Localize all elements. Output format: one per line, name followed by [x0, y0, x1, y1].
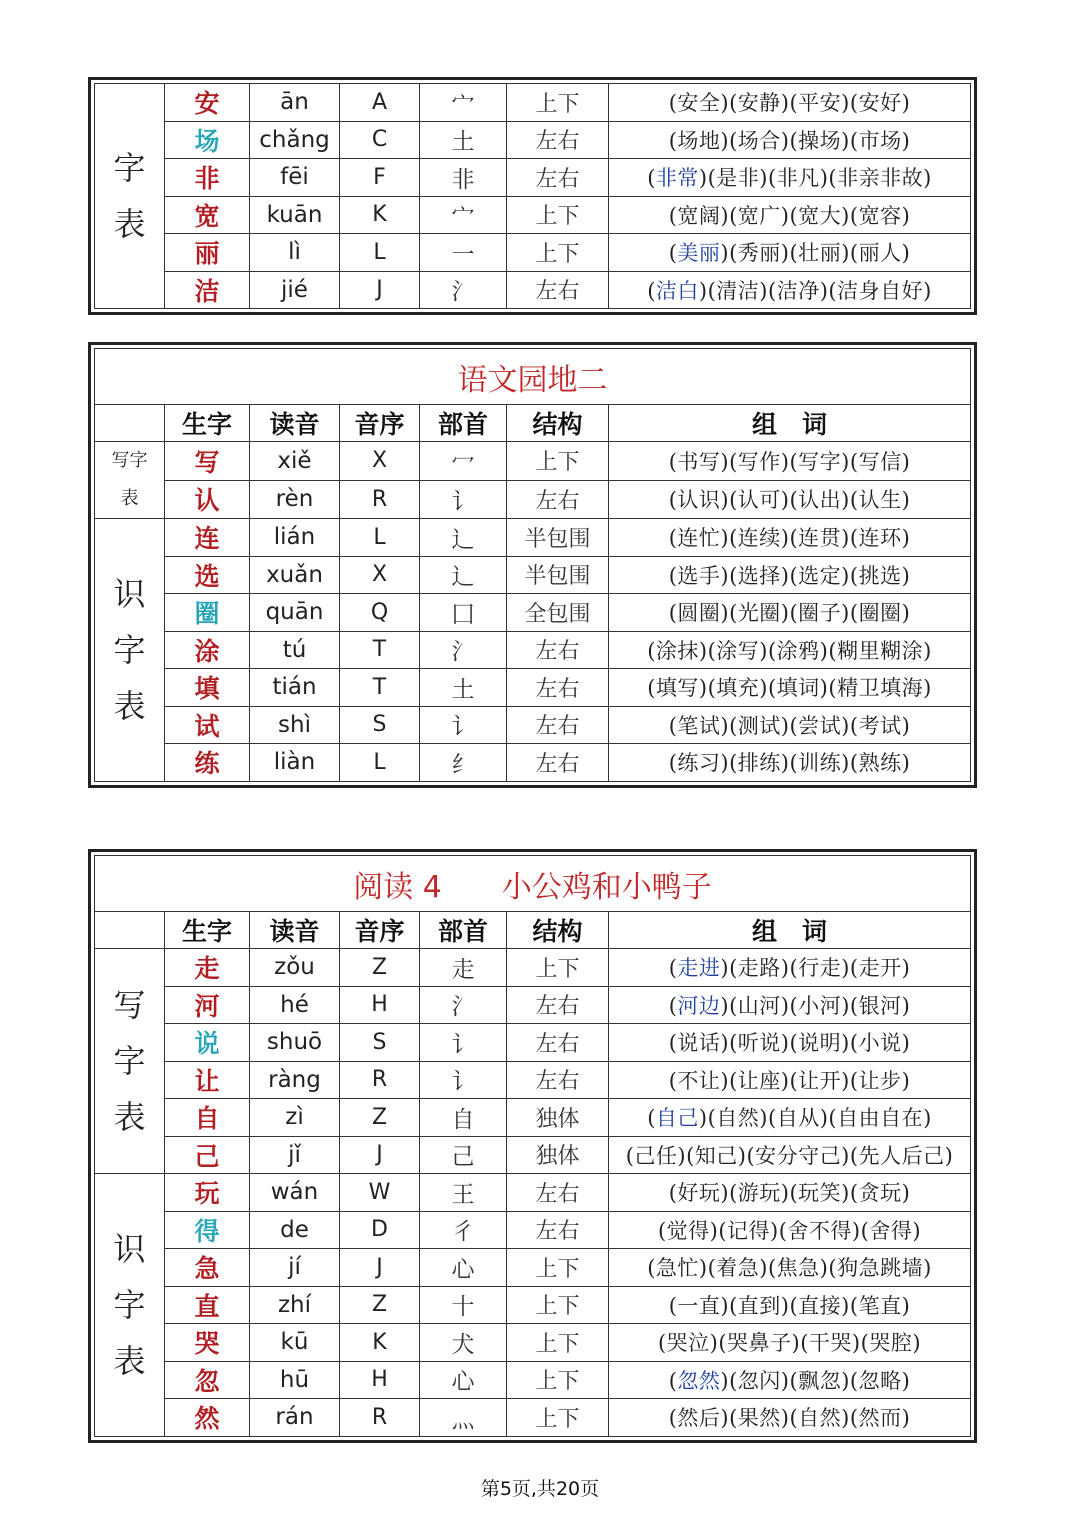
- character-cell: 说: [165, 1024, 250, 1062]
- header-pinyin: 读音: [250, 405, 340, 442]
- phrases-cell: [609, 1099, 971, 1137]
- character-cell: 非: [165, 159, 250, 197]
- pinyin-cell: ràng: [250, 1061, 340, 1099]
- pinyin-cell: zǒu: [250, 949, 340, 987]
- group-label: 写 字 表: [95, 949, 165, 1174]
- table-row: [95, 1249, 971, 1287]
- structure-cell: 左右: [507, 706, 609, 744]
- phrase-segment: (笔试)(测试)(尝试)(考试): [668, 713, 911, 738]
- phrase-segment: )(走路)(行走)(走开): [720, 956, 911, 981]
- phrase-segment: (填写)(填充)(填词)(精卫填海): [647, 676, 932, 701]
- table-row: [95, 84, 971, 122]
- initial-letter-cell: J: [340, 1136, 420, 1174]
- phrase-segment: 自己: [655, 1106, 699, 1131]
- character-cell: 洁: [165, 271, 250, 309]
- structure-cell: 左右: [507, 480, 609, 519]
- character-cell: 宽: [165, 196, 250, 234]
- character-cell: 认: [165, 480, 250, 519]
- radical-cell: 辶: [420, 519, 507, 557]
- phrases-cell: [609, 949, 971, 987]
- structure-cell: 左右: [507, 631, 609, 669]
- pinyin-cell: liàn: [250, 744, 340, 782]
- phrase-segment: (说话)(听说)(说明)(小说): [668, 1031, 911, 1056]
- phrase-segment: (己任)(知己)(安分守己)(先人后己): [625, 1143, 954, 1168]
- phrase-segment: 忽然: [677, 1368, 721, 1393]
- radical-cell: 纟: [420, 744, 507, 782]
- initial-letter-cell: H: [340, 1361, 420, 1399]
- pinyin-cell: quān: [250, 594, 340, 632]
- radical-cell: 囗: [420, 594, 507, 632]
- structure-cell: 左右: [507, 1174, 609, 1212]
- pinyin-cell: rán: [250, 1399, 340, 1437]
- structure-cell: 上下: [507, 1249, 609, 1287]
- character-cell: 急: [165, 1249, 250, 1287]
- table-row: [95, 556, 971, 594]
- initial-letter-cell: J: [340, 1249, 420, 1287]
- structure-cell: 左右: [507, 159, 609, 197]
- table-row: [95, 1024, 971, 1062]
- phrases-cell: [609, 271, 971, 309]
- initial-letter-cell: D: [340, 1211, 420, 1249]
- table-row: [95, 706, 971, 744]
- structure-cell: 左右: [507, 669, 609, 707]
- phrases-cell: [609, 159, 971, 197]
- phrases-cell: [609, 594, 971, 632]
- radical-cell: 氵: [420, 631, 507, 669]
- phrases-cell: [609, 631, 971, 669]
- structure-cell: 上下: [507, 84, 609, 122]
- character-cell: 选: [165, 556, 250, 594]
- pinyin-cell: xiě: [250, 442, 340, 481]
- table-row: [95, 1136, 971, 1174]
- phrase-segment: )(忽闪)(飘忽)(忽略): [720, 1368, 911, 1393]
- table-row: [95, 949, 971, 987]
- character-cell: 丽: [165, 234, 250, 272]
- character-cell: 安: [165, 84, 250, 122]
- structure-cell: 左右: [507, 271, 609, 309]
- phrase-segment: 美丽: [677, 241, 721, 266]
- phrase-segment: (一直)(直到)(直接)(笔直): [668, 1293, 911, 1318]
- pinyin-cell: de: [250, 1211, 340, 1249]
- table-row: [95, 1099, 971, 1137]
- initial-letter-cell: Z: [340, 1286, 420, 1324]
- radical-cell: 己: [420, 1136, 507, 1174]
- radical-cell: 讠: [420, 1061, 507, 1099]
- phrases-cell: [609, 1136, 971, 1174]
- pinyin-cell: hū: [250, 1361, 340, 1399]
- pinyin-cell: kuān: [250, 196, 340, 234]
- pinyin-cell: lián: [250, 519, 340, 557]
- radical-cell: 自: [420, 1099, 507, 1137]
- radical-cell: 讠: [420, 706, 507, 744]
- character-cell: 涂: [165, 631, 250, 669]
- character-cell: 连: [165, 519, 250, 557]
- initial-letter-cell: K: [340, 196, 420, 234]
- pinyin-cell: xuǎn: [250, 556, 340, 594]
- pinyin-cell: kū: [250, 1324, 340, 1362]
- radical-cell: 宀: [420, 196, 507, 234]
- table-row: [95, 744, 971, 782]
- header-radical: 部首: [420, 405, 507, 442]
- initial-letter-cell: R: [340, 1399, 420, 1437]
- structure-cell: 上下: [507, 1286, 609, 1324]
- initial-letter-cell: J: [340, 271, 420, 309]
- table-row: [95, 1061, 971, 1099]
- header-radical: 部首: [420, 912, 507, 949]
- phrase-segment: )(自然)(自从)(自由自在): [698, 1106, 932, 1131]
- pinyin-cell: jié: [250, 271, 340, 309]
- pinyin-cell: ān: [250, 84, 340, 122]
- table-row: [95, 1286, 971, 1324]
- pinyin-cell: wán: [250, 1174, 340, 1212]
- phrases-cell: [609, 556, 971, 594]
- phrases-cell: [609, 442, 971, 481]
- character-cell: 场: [165, 121, 250, 159]
- phrases-cell: [609, 1324, 971, 1362]
- initial-letter-cell: S: [340, 1024, 420, 1062]
- structure-cell: 半包围: [507, 519, 609, 557]
- initial-letter-cell: T: [340, 669, 420, 707]
- header-abc: 音序: [340, 405, 420, 442]
- initial-letter-cell: R: [340, 1061, 420, 1099]
- structure-cell: 独体: [507, 1136, 609, 1174]
- character-cell: 然: [165, 1399, 250, 1437]
- character-cell: 自: [165, 1099, 250, 1137]
- structure-cell: 独体: [507, 1099, 609, 1137]
- group-label: 识 字 表: [95, 1174, 165, 1437]
- header-char: 生字: [165, 912, 250, 949]
- initial-letter-cell: L: [340, 519, 420, 557]
- phrase-segment: )(秀丽)(壮丽)(丽人): [720, 241, 911, 266]
- pinyin-cell: zì: [250, 1099, 340, 1137]
- table-row: [95, 1399, 971, 1437]
- radical-cell: 宀: [420, 84, 507, 122]
- pinyin-cell: hé: [250, 986, 340, 1024]
- table-yuwen-yuandi-er: [88, 342, 977, 788]
- pinyin-cell: jǐ: [250, 1136, 340, 1174]
- phrase-segment: 走进: [677, 956, 721, 981]
- phrase-segment: (涂抹)(涂写)(涂鸦)(糊里糊涂): [647, 638, 932, 663]
- radical-cell: 土: [420, 121, 507, 159]
- table-yuedu-4: [88, 849, 977, 1443]
- radical-cell: 灬: [420, 1399, 507, 1437]
- structure-cell: 左右: [507, 1211, 609, 1249]
- phrase-segment: (选手)(选择)(选定)(挑选): [668, 563, 911, 588]
- initial-letter-cell: Z: [340, 1099, 420, 1137]
- table-row: [95, 480, 971, 519]
- table-title: 阅读 4 小公鸡和小鸭子: [95, 856, 971, 912]
- structure-cell: 半包围: [507, 556, 609, 594]
- radical-cell: 心: [420, 1249, 507, 1287]
- pinyin-cell: rèn: [250, 480, 340, 519]
- structure-cell: 左右: [507, 986, 609, 1024]
- character-cell: 直: [165, 1286, 250, 1324]
- initial-letter-cell: W: [340, 1174, 420, 1212]
- radical-cell: 辶: [420, 556, 507, 594]
- table-row: [95, 234, 971, 272]
- character-cell: 填: [165, 669, 250, 707]
- structure-cell: 上下: [507, 1324, 609, 1362]
- table-row: [95, 271, 971, 309]
- table-row: [95, 121, 971, 159]
- phrases-cell: [609, 1286, 971, 1324]
- phrase-segment: 非常: [655, 166, 699, 191]
- table-row: [95, 986, 971, 1024]
- phrases-cell: [609, 1249, 971, 1287]
- phrase-segment: 河边: [677, 993, 721, 1018]
- phrases-cell: [609, 986, 971, 1024]
- pinyin-cell: lì: [250, 234, 340, 272]
- phrases-cell: [609, 196, 971, 234]
- phrases-cell: [609, 121, 971, 159]
- phrases-cell: [609, 1174, 971, 1212]
- initial-letter-cell: S: [340, 706, 420, 744]
- group-label: 识 字 表: [95, 519, 165, 782]
- initial-letter-cell: Z: [340, 949, 420, 987]
- structure-cell: 左右: [507, 1024, 609, 1062]
- pinyin-cell: shì: [250, 706, 340, 744]
- radical-cell: 氵: [420, 271, 507, 309]
- initial-letter-cell: Q: [340, 594, 420, 632]
- table-row: [95, 631, 971, 669]
- header-phrases: 组 词: [609, 405, 971, 442]
- pinyin-cell: tián: [250, 669, 340, 707]
- phrase-segment: (觉得)(记得)(舍不得)(舍得): [657, 1218, 922, 1243]
- header-structure: 结构: [507, 912, 609, 949]
- header-phrases: 组 词: [609, 912, 971, 949]
- initial-letter-cell: L: [340, 744, 420, 782]
- page-number: 第5页,共20页: [480, 1478, 600, 1500]
- radical-cell: 氵: [420, 986, 507, 1024]
- group-label: 字 表: [95, 84, 165, 309]
- structure-cell: 上下: [507, 442, 609, 481]
- phrase-segment: (: [668, 1368, 678, 1393]
- radical-cell: 讠: [420, 480, 507, 519]
- radical-cell: 彳: [420, 1211, 507, 1249]
- header-pinyin: 读音: [250, 912, 340, 949]
- structure-cell: 左右: [507, 121, 609, 159]
- initial-letter-cell: K: [340, 1324, 420, 1362]
- initial-letter-cell: A: [340, 84, 420, 122]
- phrase-segment: (: [647, 166, 656, 191]
- radical-cell: 十: [420, 1286, 507, 1324]
- phrases-cell: [609, 1211, 971, 1249]
- structure-cell: 上下: [507, 1399, 609, 1437]
- phrase-segment: (书写)(写作)(写字)(写信): [668, 449, 911, 474]
- radical-cell: 一: [420, 234, 507, 272]
- table-title: 语文园地二: [95, 349, 971, 405]
- phrases-cell: [609, 1024, 971, 1062]
- initial-letter-cell: F: [340, 159, 420, 197]
- radical-cell: 非: [420, 159, 507, 197]
- table-row: [95, 1324, 971, 1362]
- pinyin-cell: fēi: [250, 159, 340, 197]
- character-cell: 哭: [165, 1324, 250, 1362]
- phrase-segment: (好玩)(游玩)(玩笑)(贪玩): [668, 1181, 911, 1206]
- structure-cell: 全包围: [507, 594, 609, 632]
- phrases-cell: [609, 519, 971, 557]
- phrases-cell: [609, 669, 971, 707]
- initial-letter-cell: X: [340, 442, 420, 481]
- header-char: 生字: [165, 405, 250, 442]
- pinyin-cell: tú: [250, 631, 340, 669]
- table-row: [95, 196, 971, 234]
- phrase-segment: (: [668, 956, 678, 981]
- pinyin-cell: jí: [250, 1249, 340, 1287]
- structure-cell: 上下: [507, 1361, 609, 1399]
- table-row: [95, 1361, 971, 1399]
- phrase-segment: )(是非)(非凡)(非亲非故): [698, 166, 932, 191]
- radical-cell: 犬: [420, 1324, 507, 1362]
- character-cell: 练: [165, 744, 250, 782]
- radical-cell: 冖: [420, 442, 507, 481]
- phrase-segment: (: [647, 1106, 656, 1131]
- radical-cell: 走: [420, 949, 507, 987]
- structure-cell: 上下: [507, 196, 609, 234]
- phrases-cell: [609, 234, 971, 272]
- structure-cell: 上下: [507, 949, 609, 987]
- phrase-segment: (认识)(认可)(认出)(认生): [668, 488, 911, 513]
- radical-cell: 土: [420, 669, 507, 707]
- phrase-segment: (连忙)(连续)(连贯)(连环): [668, 526, 911, 551]
- initial-letter-cell: R: [340, 480, 420, 519]
- character-cell: 走: [165, 949, 250, 987]
- table-continuation: [88, 77, 977, 315]
- phrase-segment: )(山河)(小河)(银河): [720, 993, 911, 1018]
- table-row: [95, 669, 971, 707]
- table-row: [95, 594, 971, 632]
- structure-cell: 左右: [507, 1061, 609, 1099]
- phrase-segment: (: [647, 278, 656, 303]
- header-structure: 结构: [507, 405, 609, 442]
- phrase-segment: (哭泣)(哭鼻子)(干哭)(哭腔): [657, 1331, 922, 1356]
- character-cell: 让: [165, 1061, 250, 1099]
- phrase-segment: 洁白: [655, 278, 699, 303]
- character-cell: 忽: [165, 1361, 250, 1399]
- structure-cell: 左右: [507, 744, 609, 782]
- character-cell: 试: [165, 706, 250, 744]
- phrase-segment: (不让)(让座)(让开)(让步): [668, 1068, 911, 1093]
- initial-letter-cell: L: [340, 234, 420, 272]
- phrase-segment: (然后)(果然)(自然)(然而): [668, 1406, 911, 1431]
- table-row: [95, 442, 971, 481]
- pinyin-cell: shuō: [250, 1024, 340, 1062]
- phrase-segment: (急忙)(着急)(焦急)(狗急跳墙): [647, 1256, 932, 1281]
- pinyin-cell: chǎng: [250, 121, 340, 159]
- table-row: [95, 1174, 971, 1212]
- phrases-cell: [609, 744, 971, 782]
- initial-letter-cell: T: [340, 631, 420, 669]
- phrases-cell: [609, 1399, 971, 1437]
- character-cell: 写: [165, 442, 250, 481]
- character-cell: 己: [165, 1136, 250, 1174]
- table-row: [95, 159, 971, 197]
- initial-letter-cell: H: [340, 986, 420, 1024]
- group-label: 写字 表: [95, 442, 165, 519]
- phrases-cell: [609, 706, 971, 744]
- character-cell: 得: [165, 1211, 250, 1249]
- radical-cell: 王: [420, 1174, 507, 1212]
- phrases-cell: [609, 1061, 971, 1099]
- phrase-segment: (场地)(场合)(操场)(市场): [668, 128, 911, 153]
- character-cell: 玩: [165, 1174, 250, 1212]
- initial-letter-cell: C: [340, 121, 420, 159]
- initial-letter-cell: X: [340, 556, 420, 594]
- header-abc: 音序: [340, 912, 420, 949]
- character-cell: 河: [165, 986, 250, 1024]
- phrase-segment: (练习)(排练)(训练)(熟练): [668, 751, 911, 776]
- phrase-segment: (: [668, 241, 678, 266]
- table-row: [95, 1211, 971, 1249]
- phrase-segment: (: [668, 993, 678, 1018]
- table-row: [95, 519, 971, 557]
- structure-cell: 上下: [507, 234, 609, 272]
- phrases-cell: [609, 1361, 971, 1399]
- phrase-segment: )(清洁)(洁净)(洁身自好): [698, 278, 932, 303]
- radical-cell: 心: [420, 1361, 507, 1399]
- phrase-segment: (安全)(安静)(平安)(安好): [668, 91, 911, 116]
- phrases-cell: [609, 480, 971, 519]
- radical-cell: 讠: [420, 1024, 507, 1062]
- phrases-cell: [609, 84, 971, 122]
- character-cell: 圈: [165, 594, 250, 632]
- pinyin-cell: zhí: [250, 1286, 340, 1324]
- phrase-segment: (宽阔)(宽广)(宽大)(宽容): [668, 203, 911, 228]
- phrase-segment: (圆圈)(光圈)(圈子)(圈圈): [668, 601, 911, 626]
